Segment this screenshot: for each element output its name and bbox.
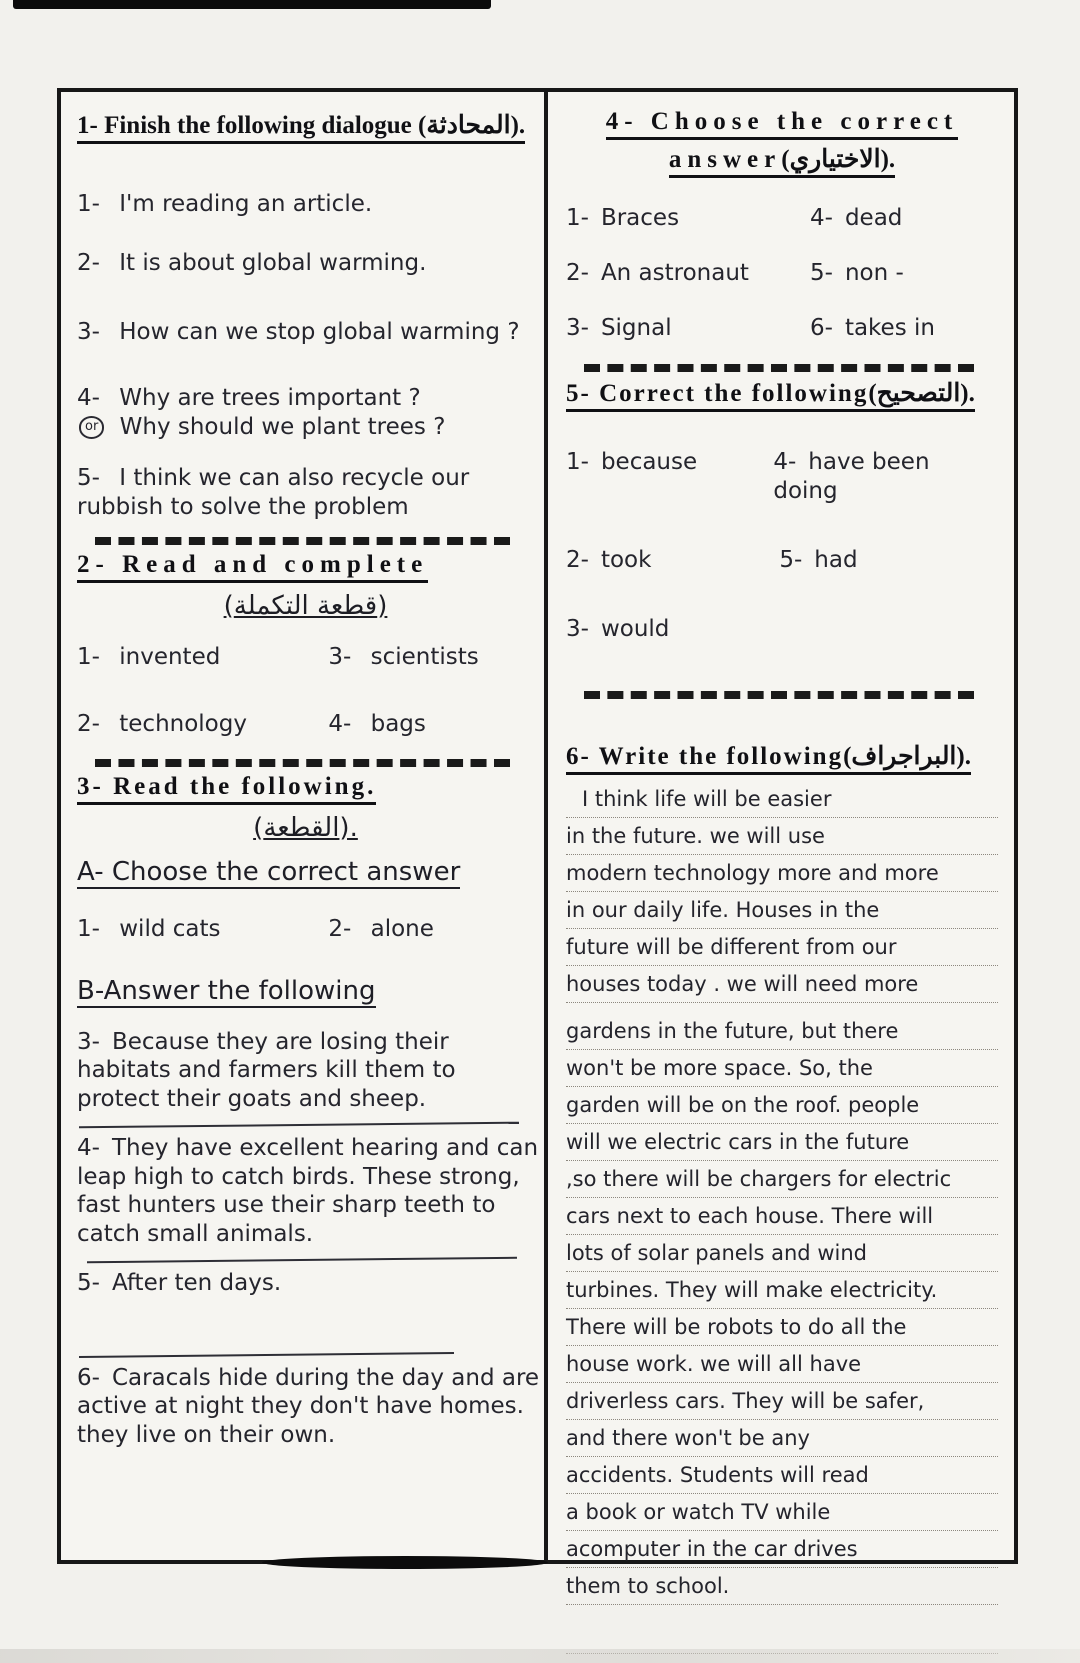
answer-cell <box>782 204 998 233</box>
answer-number: 2- <box>566 259 589 286</box>
answer-text: They have excellent hearing and can leap high to catch birds. These strong, fast hunters use their sharp teeth to catch small animals. <box>77 1134 539 1247</box>
answer-number: 2- <box>328 915 352 942</box>
section4-title-line1: 4- Choose the correct <box>606 108 959 140</box>
section3-title: 3- Read the following. <box>77 773 376 805</box>
section4-title-arabic: (الاختياري). <box>781 146 896 173</box>
paragraph-line: driverless cars. They will be safer, <box>566 1383 998 1420</box>
item-number: 2- <box>77 249 100 276</box>
answer-cell <box>566 314 782 343</box>
dashed-separator <box>584 364 974 372</box>
item-text: It is about global warming. <box>119 249 427 276</box>
answer-number: 2- <box>566 546 589 573</box>
right-column <box>548 92 1014 1599</box>
item-alt-text: Why should we plant trees ? <box>119 414 446 440</box>
answer-text: wild cats <box>119 915 221 942</box>
answer-number: 1- <box>77 915 100 942</box>
hand-rule <box>87 1256 517 1263</box>
paragraph-line: in our daily life. Houses in the <box>566 892 998 929</box>
section2-answers <box>77 643 534 739</box>
answer-number: 6- <box>77 1364 100 1391</box>
answer-text: took <box>600 546 652 573</box>
answer-number: 1- <box>77 644 100 671</box>
answer-number: 4- <box>810 205 833 231</box>
paragraph-line: cars next to each house. There will <box>566 1198 998 1235</box>
dashed-separator <box>584 691 974 699</box>
answer-text: After ten days. <box>111 1269 282 1296</box>
answer-cell <box>77 643 328 672</box>
section1-header <box>77 110 534 144</box>
answer-cell <box>773 546 998 575</box>
paragraph-line: future will be different from our <box>566 929 998 966</box>
answer-text: had <box>814 546 858 573</box>
dialogue-item <box>77 249 534 278</box>
answer-text: would <box>600 615 670 642</box>
answer-cell <box>773 448 998 506</box>
item-number: 4- <box>77 385 100 412</box>
section2-title-arabic: (قطعة التكملة) <box>223 591 388 622</box>
answer-text: dead <box>844 205 903 231</box>
answer-text: because <box>600 449 698 476</box>
answer-text: non - <box>844 259 904 286</box>
paragraph-line: acomputer in the car drives <box>566 1531 998 1568</box>
answer-number: 3- <box>328 644 352 671</box>
hand-rule <box>79 1121 519 1128</box>
answer-number: 4- <box>328 711 352 737</box>
hand-rule <box>79 1352 454 1358</box>
item-number: 3- <box>77 318 100 345</box>
section6-title-arabic: (البراجراف). <box>843 743 971 771</box>
answer-text: have been doing <box>773 449 930 504</box>
answer-cell <box>77 915 328 944</box>
paragraph-line: ,so there will be chargers for electric <box>566 1161 998 1198</box>
section5-header <box>566 378 998 412</box>
answer-number: 3- <box>566 615 589 642</box>
answer-cell <box>782 259 998 288</box>
exam-table <box>57 88 1018 1599</box>
answer-cell <box>566 615 773 644</box>
answer-number: 6- <box>810 314 833 341</box>
part-b-answer <box>77 1028 542 1114</box>
paragraph-line: will we electric cars in the future <box>566 1124 998 1161</box>
scan-artifact-bottom-band <box>0 1649 1080 1663</box>
section3-header <box>77 773 534 805</box>
section4-header <box>566 108 998 178</box>
answer-number: 4- <box>77 1134 100 1161</box>
part-a-header: A- Choose the correct answer <box>77 856 461 887</box>
answer-cell <box>328 643 534 672</box>
part-a-answers <box>77 915 534 944</box>
section6-header <box>566 741 998 775</box>
paragraph <box>566 781 998 1654</box>
dialogue-item <box>77 464 539 522</box>
answer-number: 3- <box>77 1028 100 1055</box>
paragraph-line: lots of solar panels and wind <box>566 1235 998 1272</box>
section2-header <box>77 551 534 583</box>
dialogue-item <box>77 190 534 219</box>
part-b-answer <box>77 1134 545 1249</box>
item-number: 5- <box>77 464 100 491</box>
paragraph-line: won't be more space. So, the <box>566 1050 998 1087</box>
dialogue-item-alt <box>79 413 534 442</box>
answer-text: Braces <box>600 205 680 231</box>
answer-text: takes in <box>844 314 935 341</box>
answer-text: An astronaut <box>600 259 749 286</box>
section2-title: 2- Read and complete <box>77 551 428 583</box>
answer-text: scientists <box>370 644 479 671</box>
section4-title-line2: answer <box>668 146 782 173</box>
paragraph-line: There will be robots to do all the <box>566 1309 998 1346</box>
paragraph-line: and there won't be any <box>566 1420 998 1457</box>
answer-cell <box>77 710 328 739</box>
paragraph-line: turbines. They will make electricity. <box>566 1272 998 1309</box>
answer-number: 4- <box>773 449 797 476</box>
scan-artifact-bottom-smudge <box>262 1556 548 1569</box>
part-b-answer <box>77 1269 534 1298</box>
paragraph-line: gardens in the future, but there <box>566 1013 998 1050</box>
paragraph-line: I think life will be easier <box>566 781 998 818</box>
answer-text: bags <box>370 711 426 737</box>
left-column <box>61 92 548 1560</box>
item-text: I think we can also recycle our rubbish to solve the problem <box>77 464 470 520</box>
answer-text: Caracals hide during the day and are active at night they don't have homes. they live on their own. <box>77 1364 540 1448</box>
answer-number: 5- <box>810 259 833 286</box>
section5-title-arabic: (التصحيح). <box>868 380 975 408</box>
answer-cell <box>773 615 998 644</box>
dashed-separator <box>95 759 510 767</box>
item-text: Why are trees important ? <box>119 385 421 412</box>
answer-cell <box>566 546 773 575</box>
dashed-separator <box>95 537 510 545</box>
section6-title: 6- Write the following <box>566 743 844 771</box>
part-b-header: B-Answer the following <box>77 975 376 1006</box>
answer-text: alone <box>370 915 434 942</box>
paragraph-line: in the future. we will use <box>566 818 998 855</box>
answer-number: 1- <box>566 449 589 476</box>
section5-title: 5- Correct the following <box>566 380 869 408</box>
answer-number: 3- <box>566 314 589 341</box>
item-number: 1- <box>77 191 100 217</box>
answer-number: 5- <box>779 546 803 573</box>
paragraph-line: a book or watch TV while <box>566 1494 998 1531</box>
answer-text: invented <box>119 644 221 671</box>
item-text: I'm reading an article. <box>119 191 373 217</box>
scan-artifact-top-bar <box>13 0 491 9</box>
part-b-answer <box>77 1364 545 1450</box>
answer-cell <box>566 448 773 506</box>
paragraph-line: garden will be on the roof. people <box>566 1087 998 1124</box>
answer-cell <box>782 314 998 343</box>
section5-answers <box>566 448 998 643</box>
section1-title: 1- Finish the following dialogue <box>77 112 412 139</box>
answer-text: technology <box>119 711 247 737</box>
answer-cell <box>566 204 782 233</box>
answer-number: 1- <box>566 205 589 231</box>
paragraph-line: house work. we will all have <box>566 1346 998 1383</box>
answer-cell <box>328 710 534 739</box>
or-mark: or <box>79 416 104 438</box>
answer-cell <box>328 915 534 944</box>
dialogue-item <box>77 318 534 347</box>
answer-cell <box>566 259 782 288</box>
answer-number: 5- <box>77 1269 100 1296</box>
paragraph-line: modern technology more and more <box>566 855 998 892</box>
answer-number: 2- <box>77 711 100 737</box>
item-text: How can we stop global warming ? <box>119 318 520 345</box>
paragraph-line: them to school. <box>566 1568 998 1605</box>
section3-title-arabic: (القطعة). <box>253 812 358 843</box>
section1-title-arabic: (المحادثة). <box>418 112 526 139</box>
answer-text: Signal <box>600 314 672 341</box>
paragraph-line: accidents. Students will read <box>566 1457 998 1494</box>
paragraph-line: houses today . we will need more <box>566 966 998 1003</box>
dialogue-item <box>77 384 534 442</box>
section4-answers <box>566 204 998 342</box>
answer-text: Because they are losing their habitats and farmers kill them to protect their goats and sheep. <box>77 1028 456 1112</box>
